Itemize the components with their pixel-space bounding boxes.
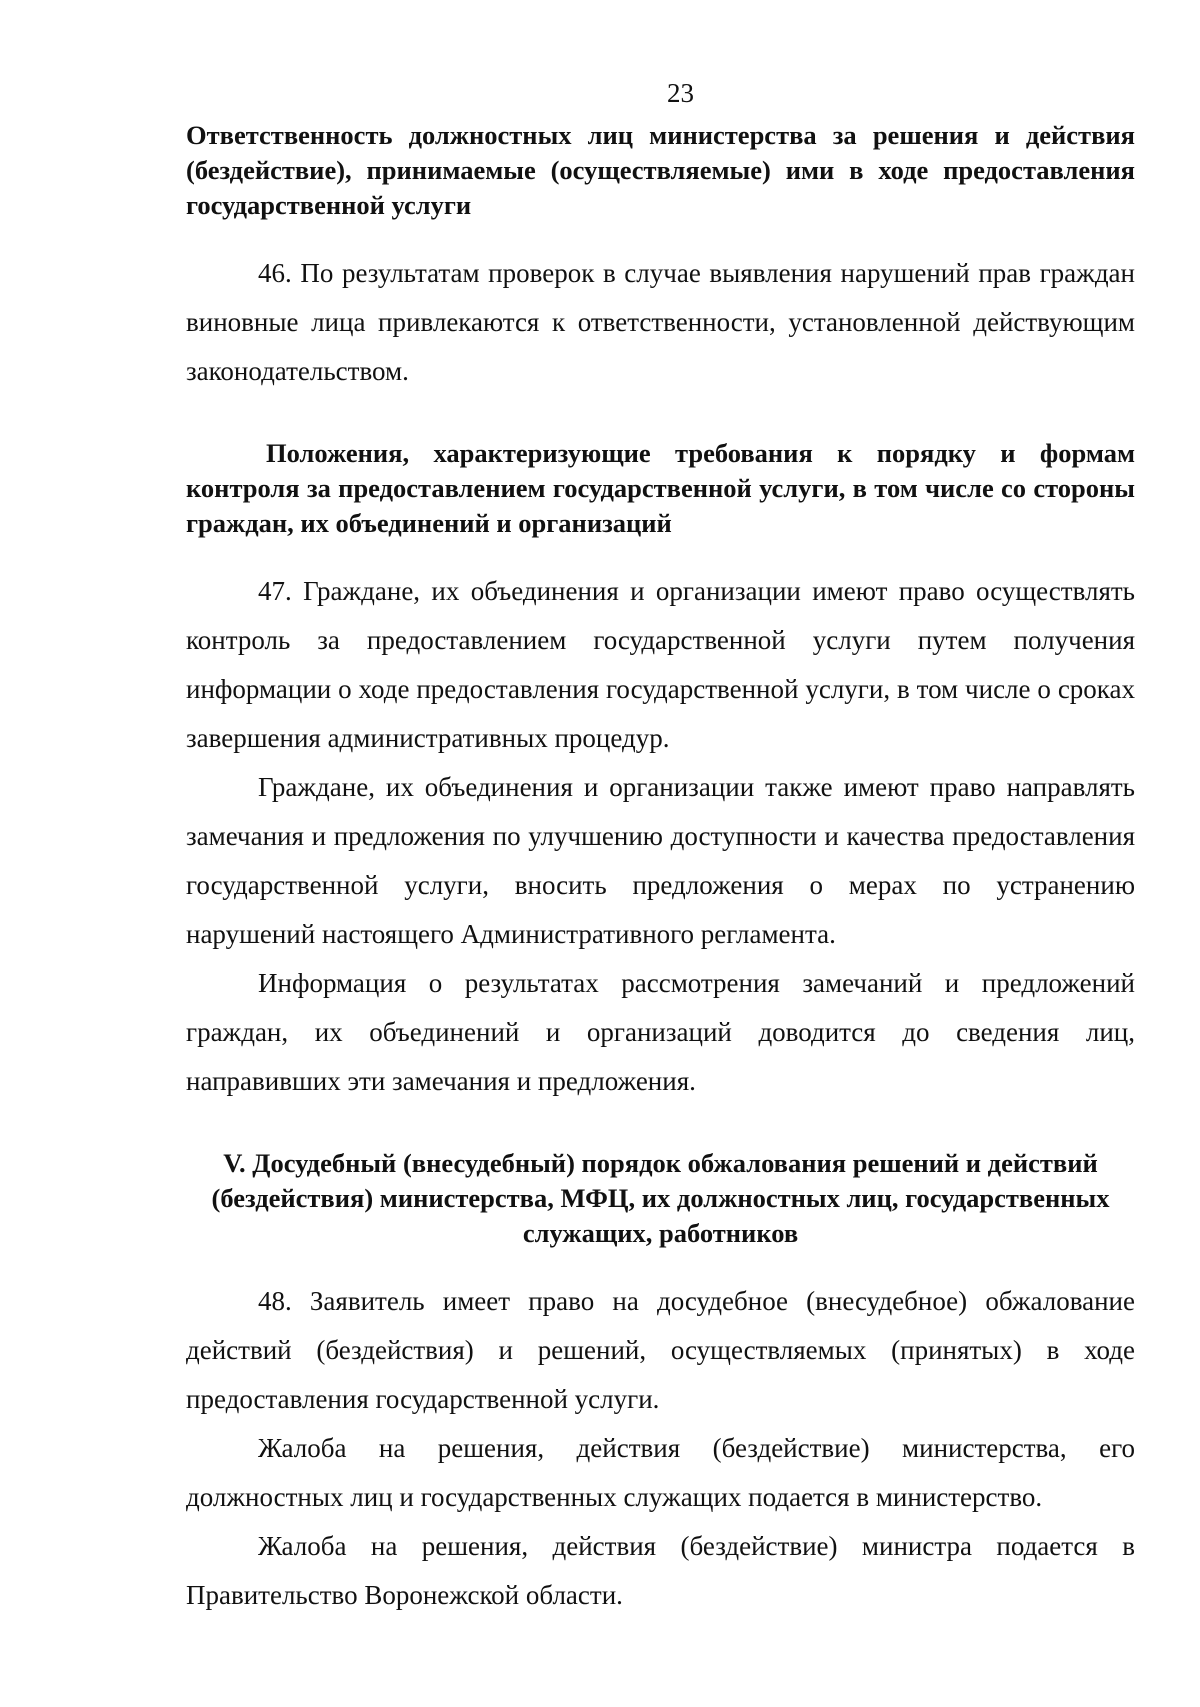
paragraph-48: 48. Заявитель имеет право на досудебное (внесудебное) обжалование действий (бездействия) и решений, осуществляемых (принятых) в ходе предоставления государственной услуги. bbox=[186, 1286, 1135, 1414]
section-heading-responsibility: Ответственность должностных лиц министерства за решения и действия (бездействие), принимаемые (осуществляемые) ими в ходе предоставления государственной услуги bbox=[186, 120, 1135, 220]
section-heading-control-provisions: Положения, характеризующие требования к порядку и формам контроля за предоставлением государственной услуги, в том числе со стороны граждан, их объединений и организаций bbox=[186, 438, 1135, 538]
paragraph-47: 47. Граждане, их объединения и организации имеют право осуществлять контроль за предоставлением государственной услуги путем получения информации о ходе предоставления государственной услуги, в том числе о сроках завершения административных процедур. bbox=[186, 576, 1135, 753]
paragraph-48-complaint-minister: Жалоба на решения, действия (бездействие) министра подается в Правительство Воронежской области. bbox=[186, 1531, 1135, 1610]
spacer bbox=[186, 1106, 1135, 1146]
spacer bbox=[186, 1251, 1135, 1277]
document-page bbox=[186, 76, 1135, 1620]
paragraph-48-complaint-ministry: Жалоба на решения, действия (бездействие) министерства, его должностных лиц и государственных служащих подается в министерство. bbox=[186, 1433, 1135, 1512]
page-number: 23 bbox=[667, 78, 694, 108]
spacer bbox=[186, 223, 1135, 249]
spacer bbox=[186, 396, 1135, 436]
paragraph-47-information: Информация о результатах рассмотрения замечаний и предложений граждан, их объединений и организаций доводится до сведения лиц, направивших эти замечания и предложения. bbox=[186, 968, 1135, 1096]
spacer bbox=[186, 541, 1135, 567]
paragraph-47-citizens-rights: Граждане, их объединения и организации также имеют право направлять замечания и предложения по улучшению доступности и качества предоставления государственной услуги, вносить предложения о мерах по устранению нарушений настоящего Административного регламента. bbox=[186, 772, 1135, 949]
chapter-heading-appeal: V. Досудебный (внесудебный) порядок обжалования решений и действий (бездействия) министерства, МФЦ, их должностных лиц, государственных служащих, работников bbox=[211, 1148, 1110, 1248]
paragraph-46: 46. По результатам проверок в случае выявления нарушений прав граждан виновные лица привлекаются к ответственности, установленной действующим законодательством. bbox=[186, 258, 1135, 386]
